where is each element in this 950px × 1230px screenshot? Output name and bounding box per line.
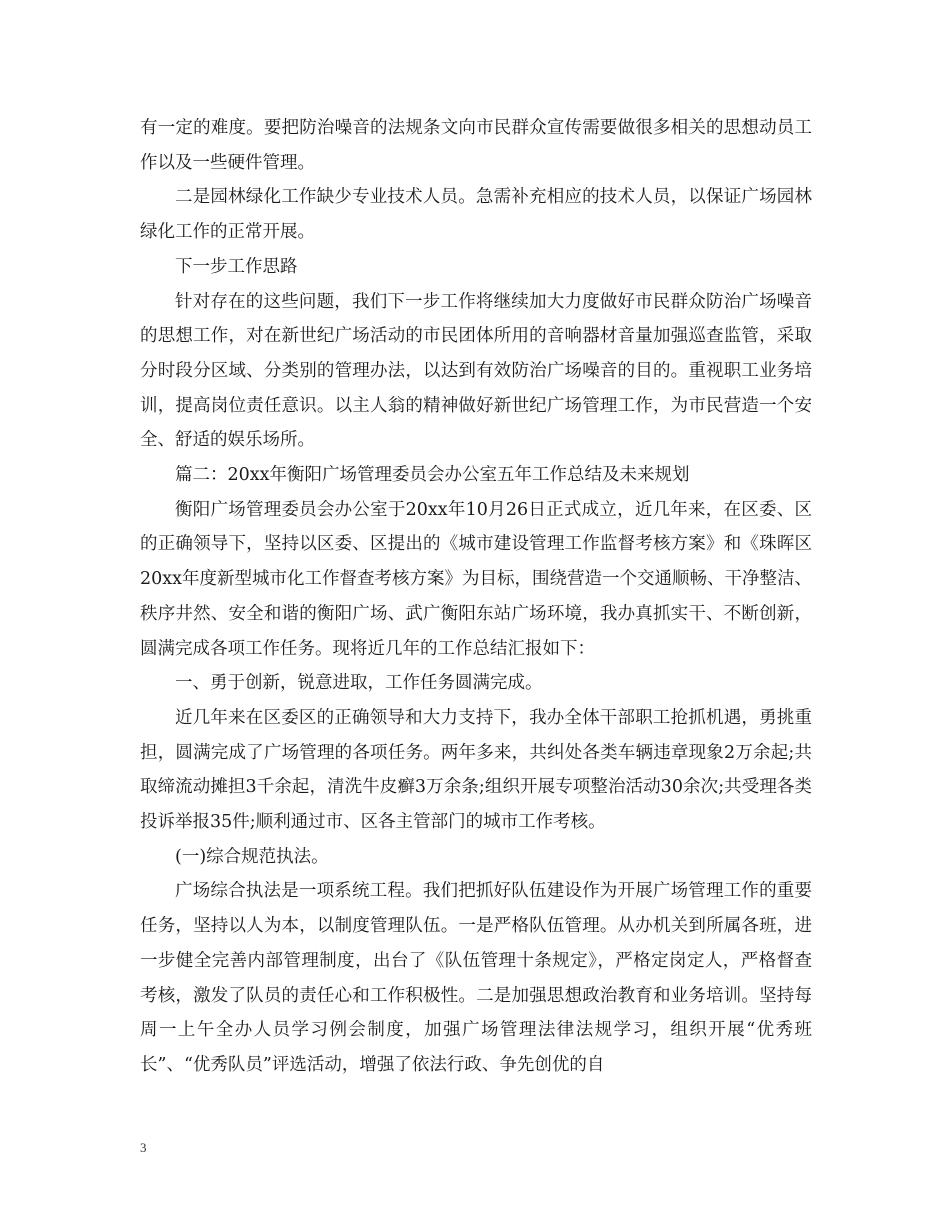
document-body	[140, 111, 812, 1083]
paragraph-2: 二是园林绿化工作缺少专业技术人员。急需补充相应的技术人员，以保证广场园林绿化工作的正常开展。	[140, 187, 812, 243]
paragraph-1: 有一定的难度。要把防治噪音的法规条文向市民群众宣传需要做很多相关的思想动员工作以及一些硬件管理。	[140, 118, 812, 173]
paragraph-10: 广场综合执法是一项系统工程。我们把抓好队伍建设作为开展广场管理工作的重要任务，坚持以人为本，以制度管理队伍。一是严格队伍管理。从办机关到所属各班，进一步健全完善内部管理制度，出台了《队伍管理十条规定》，严格定岗定人，严格督查考核，激发了队员的责任心和工作积极性。二是加强思想政治教育和业务培训。坚持每周一上午全办人员学习例会制度，加强广场管理法律法规学习，组织开展“优秀班长”、“优秀队员”评选活动，增强了依法行政、争先创优的自	[140, 881, 812, 1075]
section-heading-innovation: 一、勇于创新，锐意进取，工作任务圆满完成。	[175, 673, 543, 694]
paragraph-6: 衡阳广场管理委员会办公室于20xx年10月26日正式成立，近几年来，在区委、区的正确领导下，坚持以区委、区提出的《城市建设管理工作监督考核方案》和《珠晖区20xx年度新型城市化工作督查考核方案》为目标，围绕营造一个交通顺畅、干净整洁、秩序井然、安全和谐的衡阳广场、武广衡阳东站广场环境，我办真抓实干、不断创新，圆满完成各项工作任务。现将近几年的工作总结汇报如下：	[140, 499, 813, 659]
section-heading-part-two: 篇二：20xx年衡阳广场管理委员会办公室五年工作总结及未来规划	[175, 465, 690, 486]
page-number: 3	[140, 1140, 147, 1155]
paragraph-8: 近几年来在区委区的正确领导和大力支持下，我办全体干部职工抢抓机遇，勇挑重担，圆满完成了广场管理的各项任务。两年多来，共纠处各类车辆违章现象2万余起;共取缔流动摊担3千余起，清洗牛皮癣3万余条;组织开展专项整治活动30余次;共受理各类投诉举报35件;顺利通过市、区各主管部门的城市工作考核。	[140, 707, 812, 833]
section-heading-law-enforcement: (一)综合规范执法。	[175, 846, 329, 867]
section-heading-next-steps: 下一步工作思路	[175, 256, 298, 277]
paragraph-4: 针对存在的这些问题，我们下一步工作将继续加大力度做好市民群众防治广场噪音的思想工作，对在新世纪广场活动的市民团体所用的音响器材音量加强巡查监管，采取分时段分区域、分类别的管理办法，以达到有效防治广场噪音的目的。重视职工业务培训，提高岗位责任意识。以主人翁的精神做好新世纪广场管理工作，为市民营造一个安全、舒适的娱乐场所。	[140, 291, 812, 451]
